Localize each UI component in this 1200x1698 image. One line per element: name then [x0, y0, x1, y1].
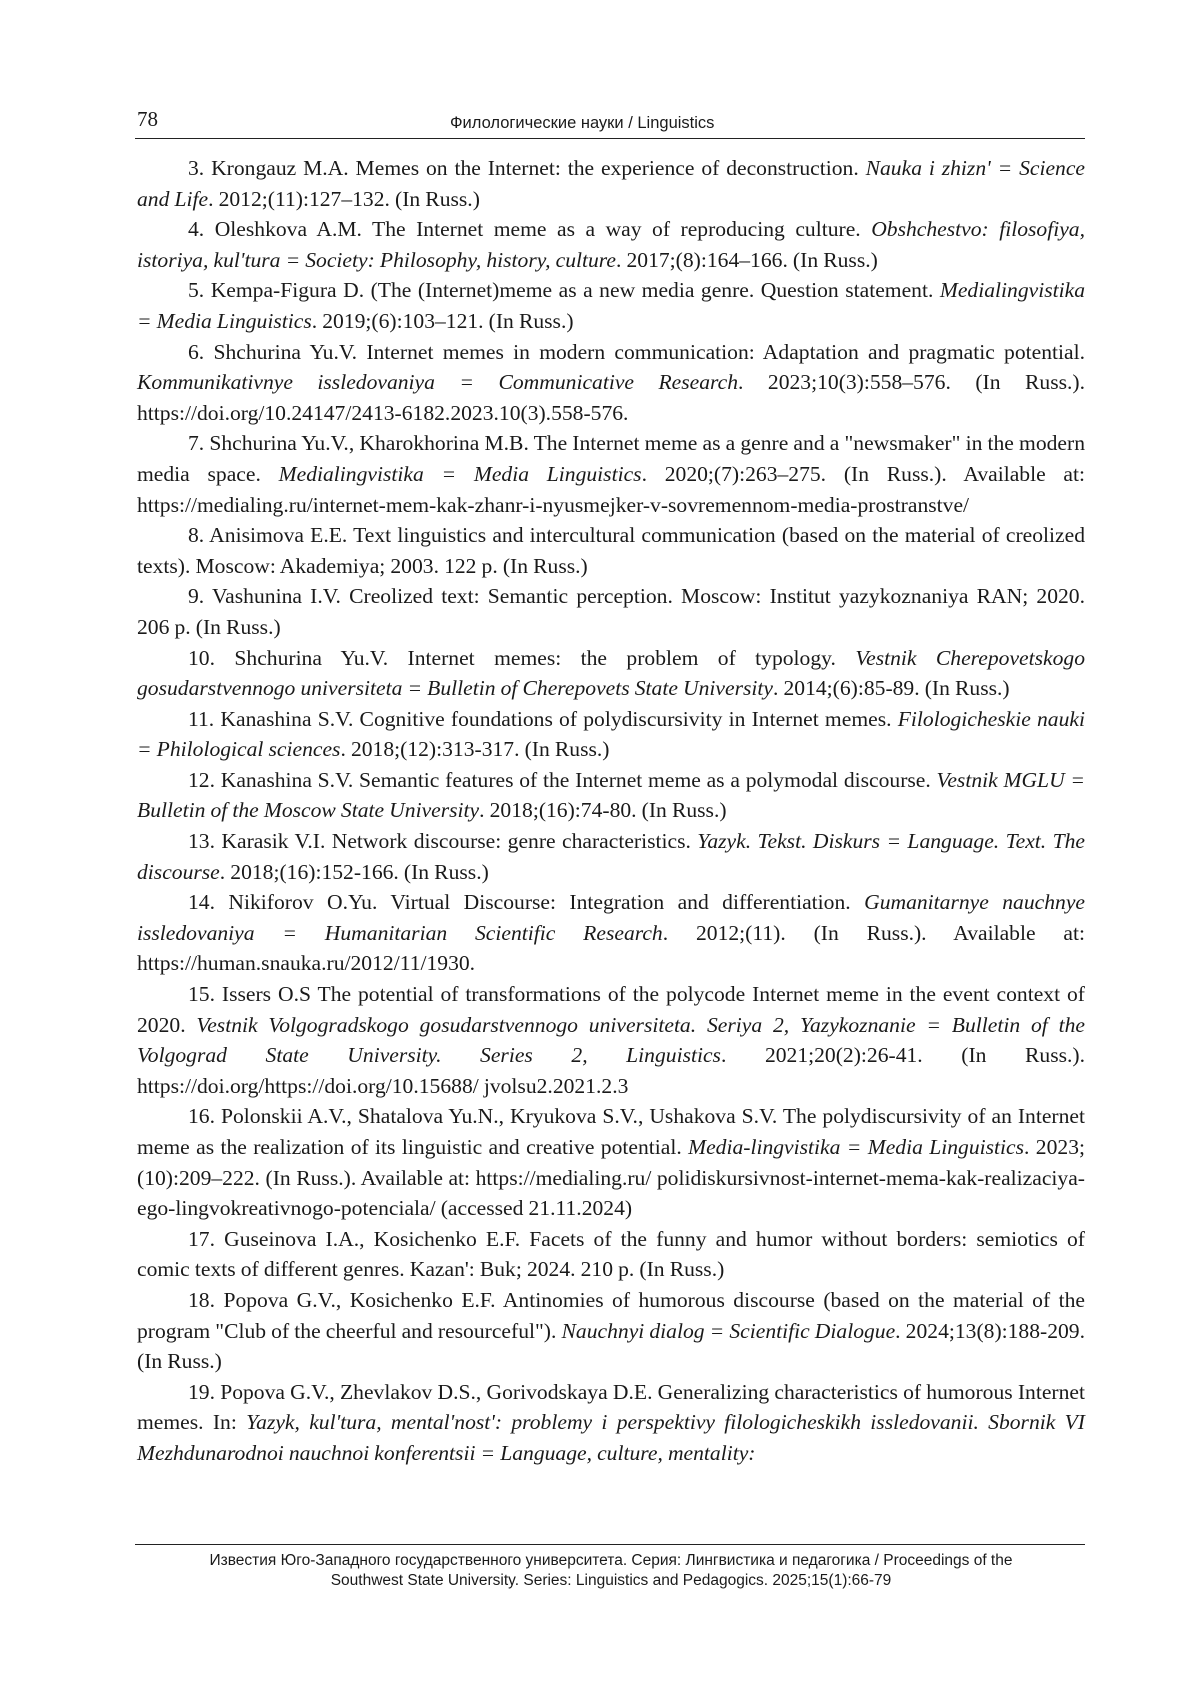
reference-item: 11. Kanashina S.V. Cognitive foundations of polydiscursivity in Internet memes. Filologicheskie nauki = Philological sciences. 2018;(12):313-317. (In Russ.) — [137, 706, 1085, 762]
reference-item: 15. Issers O.S The potential of transformations of the polycode Internet meme in the event context of 2020. Vestnik Volgogradskogo gosudarstvennogo universiteta. Seriya 2, Yazykoznanie = Bulletin of the Volgograd State University. Series 2, Linguistics. 2021;20(2):26-41. (In Russ.). https://doi.org/https://doi.org/10.15688/ jvolsu2.2021.2.3 — [137, 982, 1086, 1098]
reference-list — [137, 153, 1085, 1469]
reference-item: 18. Popova G.V., Kosichenko E.F. Antinomies of humorous discourse (based on the material of the program "Club of the cheerful and resourceful"). Nauchnyi dialog = Scientific Dialogue. 2024;13(8):188-209. (In Russ.) — [137, 1287, 1086, 1374]
journal-footer — [137, 1551, 1085, 1591]
reference-item: 9. Vashunina I.V. Creolized text: Semantic perception. Moscow: Institut yazykoznaniya RAN; 2020. 206 p. (In Russ.) — [137, 584, 1085, 639]
reference-item: 10. Shchurina Yu.V. Internet memes: the problem of typology. Vestnik Cherepovetskogo gosudarstvennogo universiteta = Bulletin of Cherepovets State University. 2014;(6):85-89. (In Russ.) — [137, 645, 1085, 701]
footer-line-1: Известия Юго-Западного государственного университета. Серия: Лингвистика и педагогика / Proceedings of the — [209, 1552, 1013, 1569]
reference-item: 17. Guseinova I.A., Kosichenko E.F. Facets of the funny and humor without borders: semiotics of comic texts of different genres. Kazan': Buk; 2024. 210 p. (In Russ.) — [137, 1226, 1085, 1282]
reference-item: 3. Krongauz M.A. Memes on the Internet: the experience of deconstruction. Nauka i zhizn' = Science and Life. 2012;(11):127–132. (In Russ.) — [137, 156, 1085, 211]
reference-item: 7. Shchurina Yu.V., Kharokhorina M.B. The Internet meme as a genre and a "newsmaker" in the modern media space. Medialingvistika = Media Linguistics. 2020;(7):263–275. (In Russ.). Available at: https://medialing.ru/internet-mem-kak-zhanr-i-nyusmejker-v-sovremennom-media-prostranstve/ — [137, 431, 1086, 517]
reference-item: 16. Polonskii A.V., Shatalova Yu.N., Kryukova S.V., Ushakova S.V. The polydiscursivity of an Internet meme as the realization of its linguistic and creative potential. Media-lingvistika = Media Linguistics. 2023;(10):209–222. (In Russ.). Available at: https://medialing.ru/ polidiskursivnost-internet-mema-kak-realizaciya-ego-lingvokreativnogo-potenciala/ (accessed 21.11.2024) — [137, 1104, 1085, 1221]
footer-line-2: Southwest State University. Series: Linguistics and Pedagogics. 2025;15(1):66-79 — [330, 1572, 892, 1589]
footer-rule — [135, 1544, 1085, 1545]
reference-item: 6. Shchurina Yu.V. Internet memes in modern communication: Adaptation and pragmatic potential. Kommunikativnye issledovaniya = Communicative Research. 2023;10(3):558–576. (In Russ.). https://doi.org/10.24147/2413-6182.2023.10(3).558-576. — [137, 339, 1085, 425]
reference-item: 8. Anisimova E.E. Text linguistics and intercultural communication (based on the material of creolized texts). Moscow: Akademiya; 2003. 122 p. (In Russ.) — [137, 523, 1085, 578]
reference-item: 19. Popova G.V., Zhevlakov D.S., Gorivodskaya D.E. Generalizing characteristics of humorous Internet memes. In: Yazyk, kul'tura, mental'nost': problemy i perspektivy filologicheskikh issledovanii. Sbornik VI Mezhdunarodnoi nauchnoi konferentsii = Language, culture, mentality: — [137, 1379, 1085, 1465]
page-number: 78 — [137, 107, 158, 131]
reference-item: 14. Nikiforov O.Yu. Virtual Discourse: Integration and differentiation. Gumanitarnye nauchnye issledovaniya = Humanitarian Scientific Research. 2012;(11). (In Russ.). Available at: https://human.snauka.ru/2012/11/1930. — [137, 890, 1085, 976]
header-rule — [135, 138, 1085, 139]
running-header: Филологические науки / Linguistics — [450, 114, 715, 132]
reference-item: 5. Kempa-Figura D. (The (Internet)meme as a new media genre. Question statement. Medialingvistika = Media Linguistics. 2019;(6):103–121. (In Russ.) — [137, 278, 1085, 333]
reference-item: 12. Kanashina S.V. Semantic features of the Internet meme as a polymodal discourse. Vestnik MGLU = Bulletin of the Moscow State University. 2018;(16):74-80. (In Russ.) — [137, 767, 1085, 823]
reference-item: 4. Oleshkova A.M. The Internet meme as a way of reproducing culture. Obshchestvo: filosofiya, istoriya, kul'tura = Society: Philosophy, history, culture. 2017;(8):164–166. (In Russ.) — [137, 217, 1086, 272]
reference-item: 13. Karasik V.I. Network discourse: genre characteristics. Yazyk. Tekst. Diskurs = Language. Text. The discourse. 2018;(16):152-166. (In Russ.) — [137, 829, 1085, 884]
